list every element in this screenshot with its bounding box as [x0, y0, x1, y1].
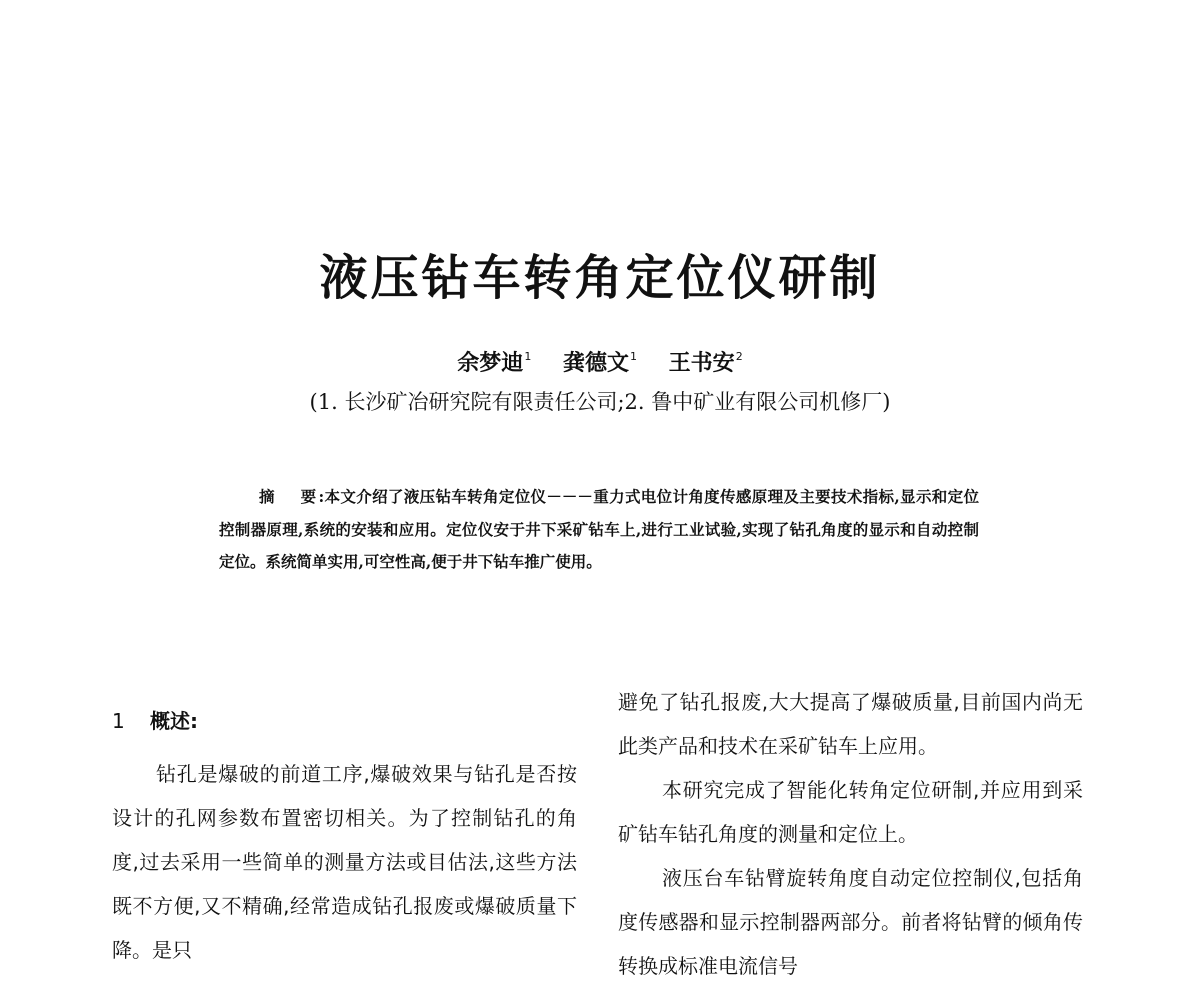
body-paragraph: 钻孔是爆破的前道工序,爆破效果与钻孔是否按设计的孔网参数布置密切相关。为了控制钻孔的角度,过去采用一些简单的测量方法或目估法,这些方法既不方便,又不精确,经常造成钻孔报废或爆破质量下降。是只: [112, 762, 577, 962]
author: [563, 340, 637, 381]
body-paragraph: 本研究完成了智能化转角定位研制,并应用到采矿钻车钻孔角度的测量和定位上。: [618, 778, 1083, 846]
author-affiliation-mark: 2: [735, 350, 743, 363]
section-title: 概述:: [150, 709, 198, 733]
abstract: [219, 481, 979, 579]
abstract-text: :本文介绍了液压钻车转角定位仪－－－重力式电位计角度传感原理及主要技术指标,显示和定位控制器原理,系统的安装和应用。定位仪安于井下采矿钻车上,进行工业试验,实现了钻孔角度的显示和自动控制定位。系统简单实用,可空性高,便于井下钻车推广使用。: [219, 487, 979, 571]
body-paragraph: 避免了钻孔报废,大大提高了爆破质量,目前国内尚无此类产品和技术在采矿钻车上应用。: [618, 690, 1083, 758]
author-line: [0, 340, 1200, 381]
abstract-label: 摘 要: [259, 487, 327, 506]
paper-title: 液压钻车转角定位仪研制: [319, 250, 881, 306]
right-column: [618, 680, 1083, 988]
body-paragraph: 液压台车钻臂旋转角度自动定位控制仪,包括角度传感器和显示控制器两部分。前者将钻臂的倾角传转换成标准电流信号: [618, 866, 1083, 978]
affiliation-line: (1. 长沙矿冶研究院有限责任公司;2. 鲁中矿业有限公司机修厂): [309, 390, 891, 414]
author-affiliation-mark: 1: [524, 350, 532, 363]
author-affiliation-mark: 1: [630, 350, 637, 363]
author-name: 王书安: [668, 351, 735, 376]
left-column: [112, 752, 577, 972]
section-number: 1: [112, 709, 125, 733]
author: [457, 340, 531, 381]
author: [669, 340, 743, 381]
section-heading: [112, 701, 198, 741]
author-name: 余梦迪: [457, 351, 524, 376]
author-name: 龚德文: [562, 351, 629, 376]
